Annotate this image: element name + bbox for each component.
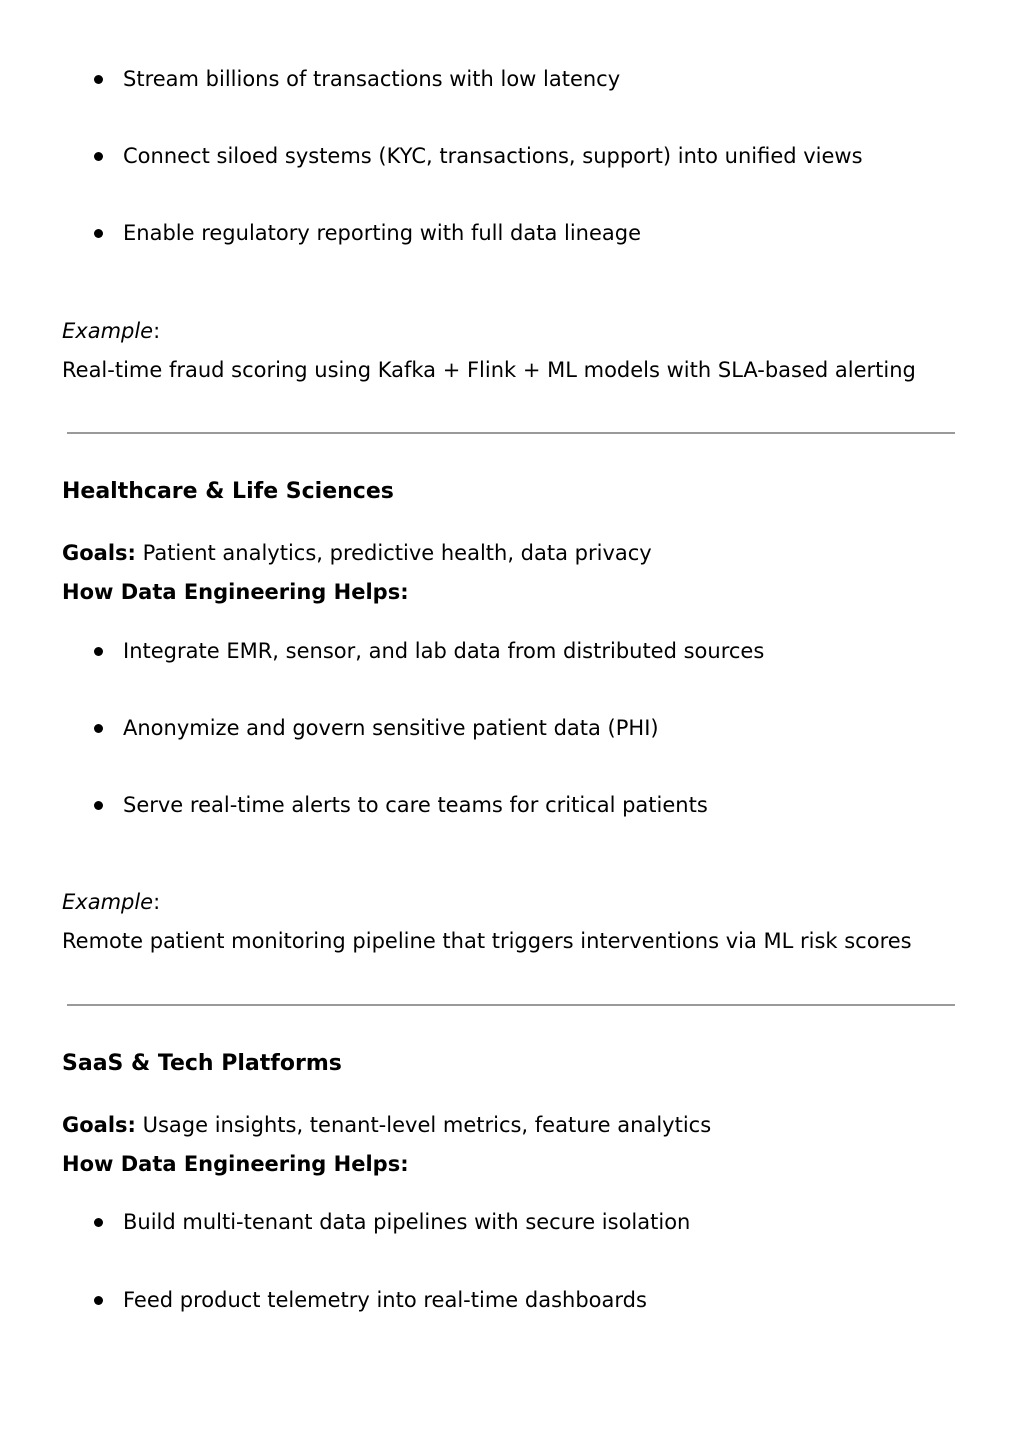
goals-text: Patient analytics, predictive health, data privacy — [135, 541, 652, 565]
list-item — [94, 1206, 690, 1238]
list-item — [94, 1284, 647, 1316]
section-heading-healthcare: Healthcare & Life Sciences — [62, 479, 394, 504]
list-item-text: Stream billions of transactions with low latency — [123, 67, 621, 91]
list-item — [94, 140, 863, 172]
bullet-dot-icon — [94, 1296, 103, 1305]
how-label: How Data Engineering Helps: — [62, 1152, 409, 1176]
list-item — [94, 712, 659, 744]
bullet-dot-icon — [94, 801, 103, 810]
example-label: Example — [62, 890, 154, 914]
how-label: How Data Engineering Helps: — [62, 580, 409, 604]
goals-text: Usage insights, tenant-level metrics, feature analytics — [135, 1113, 712, 1137]
list-item-text: Serve real-time alerts to care teams for critical patients — [123, 793, 708, 817]
list-item-text: Integrate EMR, sensor, and lab data from distributed sources — [123, 639, 765, 663]
bullet-dot-icon — [94, 229, 103, 238]
list-item-text: Feed product telemetry into real-time dashboards — [123, 1288, 647, 1312]
example-colon: : — [153, 890, 161, 914]
bullet-dot-icon — [94, 152, 103, 161]
list-item-text: Connect siloed systems (KYC, transactions, support) into unified views — [123, 144, 863, 168]
example-colon: : — [153, 319, 161, 343]
goals-label: Goals: — [62, 541, 136, 565]
bullet-dot-icon — [94, 647, 103, 656]
example-text: Remote patient monitoring pipeline that triggers interventions via ML risk scores — [62, 929, 912, 953]
list-item — [94, 789, 708, 821]
example-text: Real-time fraud scoring using Kafka + Flink + ML models with SLA-based alerting — [62, 358, 916, 382]
section-divider — [67, 432, 955, 434]
list-item — [94, 635, 764, 667]
example-label: Example — [62, 319, 154, 343]
list-item-text: Build multi-tenant data pipelines with secure isolation — [123, 1210, 691, 1234]
example-label-line — [62, 315, 160, 347]
list-item-text: Enable regulatory reporting with full data lineage — [123, 221, 642, 245]
goals-line — [62, 1109, 711, 1141]
section-divider — [67, 1004, 955, 1006]
bullet-dot-icon — [94, 1218, 103, 1227]
bullet-dot-icon — [94, 724, 103, 733]
bullet-dot-icon — [94, 75, 103, 84]
list-item-text: Anonymize and govern sensitive patient data (PHI) — [123, 716, 659, 740]
list-item — [94, 63, 620, 95]
section-heading-saas: SaaS & Tech Platforms — [62, 1051, 342, 1076]
goals-line — [62, 537, 652, 569]
example-label-line — [62, 886, 160, 918]
list-item — [94, 217, 641, 249]
goals-label: Goals: — [62, 1113, 136, 1137]
